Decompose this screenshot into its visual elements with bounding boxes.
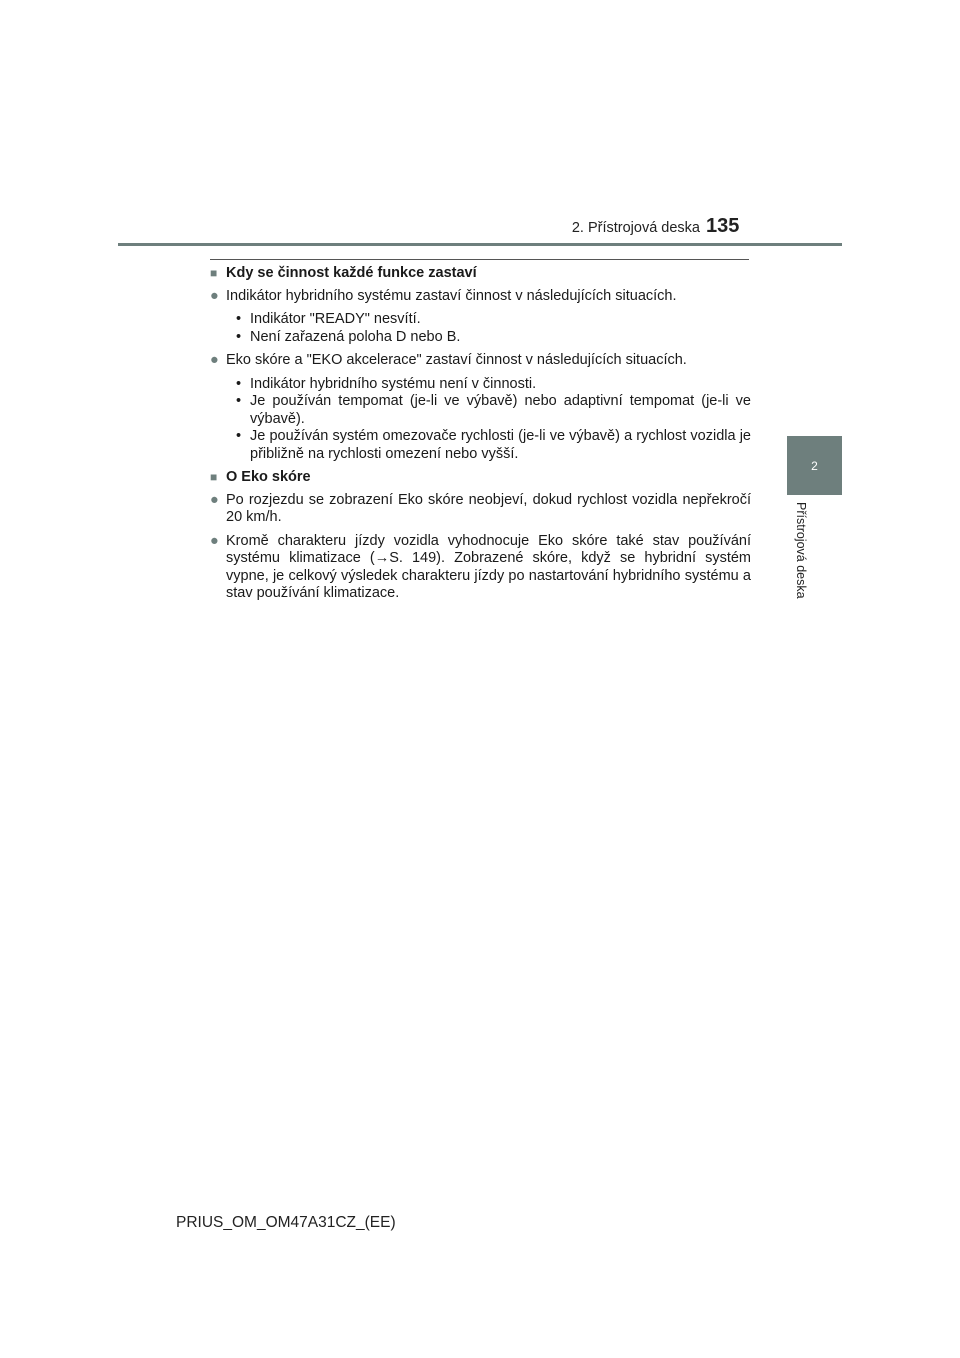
sub-list-item-text: Indikátor hybridního systému není v činnosti. <box>250 375 537 392</box>
dot-bullet-icon: • <box>236 375 242 392</box>
section-heading <box>210 265 751 283</box>
list-item <box>210 492 751 527</box>
sub-list-item-text: Není zařazená poloha D nebo B. <box>250 328 461 345</box>
dot-bullet-icon: • <box>236 311 242 327</box>
list-item-text: Eko skóre a "EKO akcelerace" zastaví činnost v následujících situacích. <box>226 352 687 368</box>
chapter-title: 2. Přístrojová deska <box>571 220 700 236</box>
square-bullet-icon: ■ <box>210 470 218 484</box>
dot-bullet-icon: • <box>236 393 242 409</box>
circle-bullet-icon: ● <box>210 532 219 549</box>
header-rule <box>118 243 842 246</box>
list-item <box>210 352 751 370</box>
square-bullet-icon: ■ <box>210 266 218 280</box>
list-item-text: Indikátor hybridního systému zastaví činnost v následujících situacích. <box>226 287 677 304</box>
sub-list-item <box>236 329 751 347</box>
section-title: O Eko skóre <box>226 469 311 485</box>
section-stop-conditions <box>210 265 751 463</box>
circle-bullet-icon: ● <box>210 287 219 304</box>
sub-list <box>236 311 751 346</box>
chapter-tab-label: Přístrojová deska <box>794 502 808 599</box>
sub-list-item-text: Je používán systém omezovače rychlosti (je-li ve výbavě) a rychlost vozidla je přibližně na rychlosti omezení nebo vyšší. <box>250 428 751 462</box>
sub-list-item-text: Indikátor "READY" nesvítí. <box>250 311 421 327</box>
document-id: PRIUS_OM_OM47A31CZ_(EE) <box>176 1214 396 1231</box>
dot-bullet-icon: • <box>236 328 242 345</box>
chapter-tab <box>787 436 842 495</box>
sub-list-item <box>236 393 751 428</box>
list-item <box>210 533 751 603</box>
section-rule <box>210 259 749 260</box>
sub-list-item <box>236 428 751 463</box>
dot-bullet-icon: • <box>236 428 242 444</box>
page-content <box>210 265 751 609</box>
sub-list-item-text: Je používán tempomat (je-li ve výbavě) nebo adaptivní tempomat (je-li ve výbavě). <box>250 393 751 427</box>
sub-list <box>236 376 751 464</box>
circle-bullet-icon: ● <box>210 352 219 368</box>
section-heading <box>210 469 751 487</box>
page-number: 135 <box>706 215 740 237</box>
section-title: Kdy se činnost každé funkce zastaví <box>226 265 477 281</box>
list-item-text: Po rozjezdu se zobrazení Eko skóre neobjeví, dokud rychlost vozidla nepřekročí 20 km/h. <box>226 491 751 525</box>
chapter-tab-number: 2 <box>811 458 818 473</box>
circle-bullet-icon: ● <box>210 491 219 508</box>
section-eco-score <box>210 469 751 603</box>
sub-list-item <box>236 376 751 394</box>
list-item-text: Kromě charakteru jízdy vozidla vyhodnocuje Eko skóre také stav používání systému klimatizace (→S. 149). Zobrazené skóre, když se hybridní systém vypne, je celkový výsledek charakteru jízdy po nastartování hybridního systému a stav používání klimatizace. <box>226 532 751 601</box>
sub-list-item <box>236 311 751 329</box>
list-item <box>210 288 751 306</box>
